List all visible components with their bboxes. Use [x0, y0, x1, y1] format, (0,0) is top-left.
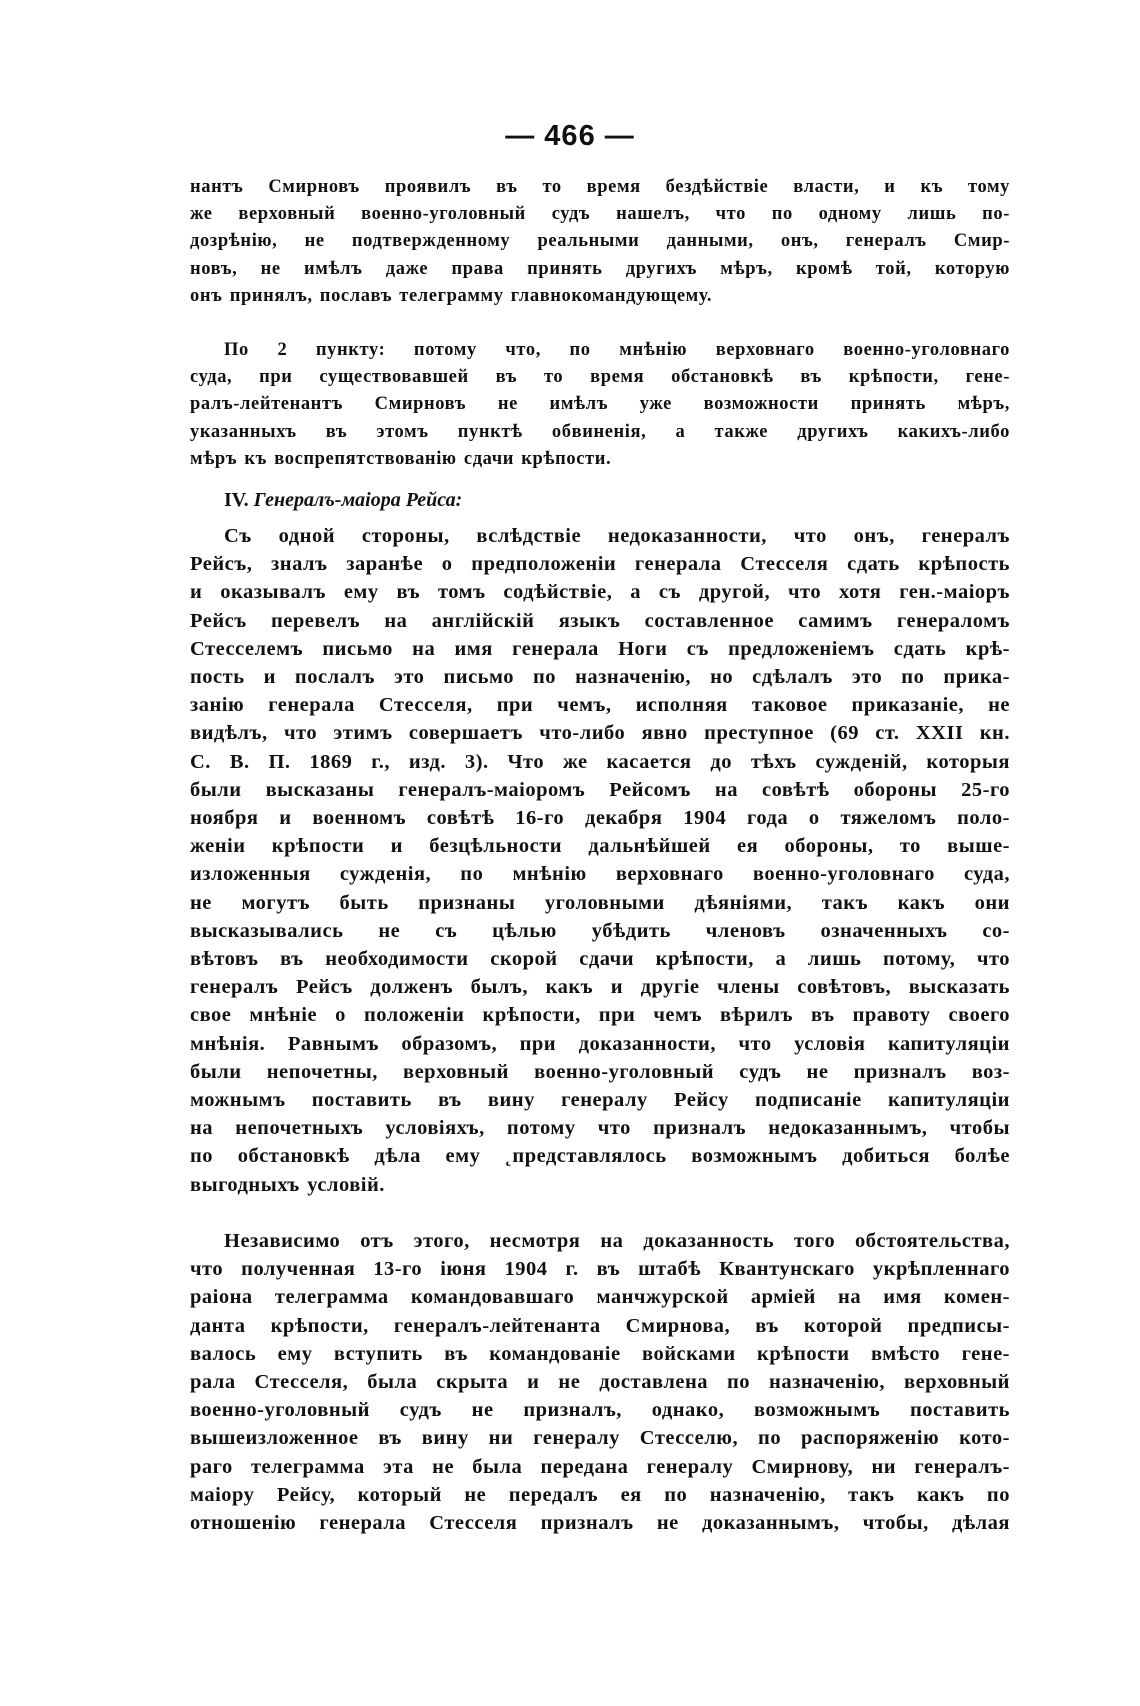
text-line: вышеизложенное въ вину ни генералу Стесселю, по распоряженію кото- [190, 1427, 1010, 1450]
text-line: онъ принялъ, пославъ телеграмму главнокомандующему. [190, 285, 713, 306]
text-line: Стесселемъ письмо на имя генерала Ноги съ предложеніемъ сдать крѣ- [190, 637, 1010, 660]
text-line: видѣлъ, что этимъ совершаетъ что-либо явно преступное (69 ст. XXII кн. [190, 722, 1010, 745]
text-line: что полученная 13-го іюня 1904 г. въ штабѣ Квантунскаго укрѣпленнаго [190, 1258, 1010, 1281]
section-number: IV. [224, 489, 249, 511]
text-line: суда, при существовавшей въ то время обстановкѣ въ крѣпости, гене- [190, 367, 1010, 388]
text-line: генералъ Рейсъ долженъ былъ, какъ и другіе члены совѣтовъ, высказать [190, 976, 1010, 999]
text-line: высказывались не съ цѣлью убѣдить членовъ означенныхъ со- [190, 919, 1010, 942]
text-line: отношенію генерала Стесселя призналъ не доказаннымъ, чтобы, дѣлая [190, 1512, 1010, 1535]
text-line: указанныхъ въ этомъ пунктѣ обвиненія, а также другихъ какихъ-либо [190, 421, 1010, 442]
paragraph-telegram [190, 1227, 1010, 1537]
text-line: и оказывалъ ему въ томъ содѣйствіе, а съ другой, что хотя ген.-маіоръ [190, 581, 1010, 604]
text-line: мнѣнія. Равнымъ образомъ, при доказанности, что условія капитуляціи [190, 1032, 1010, 1055]
text-line: свое мнѣніе о положеніи крѣпости, при чемъ вѣрилъ въ правоту своего [190, 1004, 1010, 1027]
text-line: маіору Рейсу, который не передалъ ея по назначенію, такъ какъ по [190, 1483, 1010, 1506]
text-line: ноября и военномъ совѣтѣ 16-го декабря 1904 года о тяжеломъ поло- [190, 807, 1010, 830]
text-line: выгодныхъ условій. [190, 1173, 385, 1196]
text-line: валось ему вступить въ командованіе войсками крѣпости вмѣсто гене- [190, 1342, 1010, 1365]
text-line: по обстановкѣ дѣла ему ˛представлялось возможнымъ добиться болѣе [190, 1145, 1010, 1168]
text-line: ралъ-лейтенантъ Смирновъ не имѣлъ уже возможности принять мѣръ, [190, 394, 1010, 415]
text-line: нантъ Смирновъ проявилъ въ то время бездѣйствіе власти, и къ тому [190, 177, 1010, 197]
text-line: раіона телеграмма командовавшаго манчжурской арміей на имя комен- [190, 1286, 1010, 1309]
section-name: Генералъ-маіора Рейса: [253, 489, 463, 511]
text-line: не могутъ быть признаны уголовными дѣяніями, такъ какъ они [190, 891, 1010, 914]
text-line: С. В. П. 1869 г., изд. 3). Что же касается до тѣхъ сужденій, которыя [190, 750, 1010, 773]
text-line: данта крѣпости, генералъ-лейтенанта Смирнова, въ которой предписы- [190, 1314, 1010, 1337]
text-line: Независимо отъ этого, несмотря на доказанность того обстоятельства, [224, 1230, 1010, 1252]
text-line: были высказаны генералъ-маіоромъ Рейсомъ на совѣтѣ обороны 25-го [190, 778, 1010, 801]
text-line: Рейсъ, зналъ заранѣе о предположеніи генерала Стесселя сдать крѣпость [190, 553, 1010, 576]
text-line: дозрѣнію, не подтвержденному реальными данными, онъ, генералъ Смир- [190, 231, 1010, 252]
paragraph-continuation [190, 174, 1010, 310]
text-line: изложенныя сужденія, по мнѣнію верховнаго военно-уголовнаго суда, [190, 863, 1010, 886]
text-line: По 2 пункту: потому что, по мнѣнію верховнаго военно-уголовнаго [224, 340, 1010, 360]
text-line: женіи крѣпости и безцѣльности дальнѣйшей ея обороны, то выше- [190, 835, 1010, 858]
text-line: занію генерала Стесселя, при чемъ, исполняя таковое приказаніе, не [190, 694, 1010, 717]
text-line: же верховный военно-уголовный судъ нашелъ, что по одному лишь по- [190, 204, 1010, 225]
section-heading [224, 489, 462, 512]
text-line: были непочетны, верховный военно-уголовный судъ не призналъ воз- [190, 1060, 1010, 1083]
paragraph-reis [190, 522, 1010, 1199]
text-line: Рейсъ перевелъ на англійскій языкъ составленное самимъ генераломъ [190, 609, 1010, 632]
text-line: вѣтовъ въ необходимости скорой сдачи крѣпости, а лишь потому, что [190, 948, 1010, 971]
text-line: можнымъ поставить въ вину генералу Рейсу подписаніе капитуляціи [190, 1089, 1010, 1112]
text-line: на непочетныхъ условіяхъ, потому что призналъ недоказаннымъ, чтобы [190, 1117, 1010, 1140]
text-line: Съ одной стороны, вслѣдствіе недоказанности, что онъ, генералъ [224, 525, 1010, 547]
text-line: рала Стесселя, была скрыта и не доставлена по назначенію, верховный [190, 1371, 1010, 1394]
text-line: мѣръ къ воспрепятствованію сдачи крѣпости. [190, 448, 612, 469]
text-line: раго телеграмма эта не была передана генералу Смирнову, ни генералъ- [190, 1455, 1010, 1478]
text-line: военно-уголовный судъ не призналъ, однако, возможнымъ поставить [190, 1399, 1010, 1422]
paragraph-point-2 [190, 337, 1010, 473]
page-number: — 466 — [505, 120, 635, 152]
text-line: пость и послалъ это письмо по назначенію, но сдѣлалъ это по прика- [190, 666, 1010, 689]
text-line: новъ, не имѣлъ даже права принять другихъ мѣръ, кромѣ той, которую [190, 258, 1010, 279]
